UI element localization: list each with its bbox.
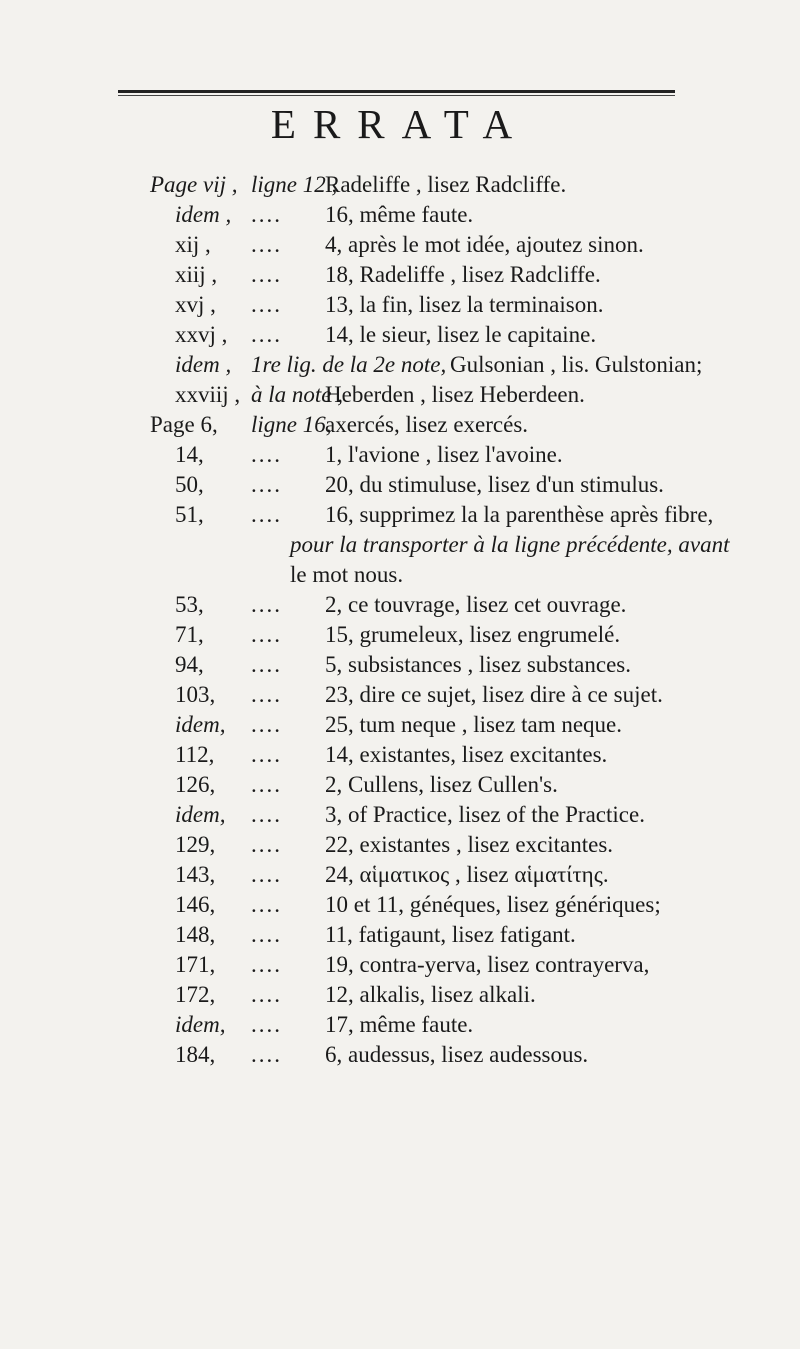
entry-b: ....: [251, 652, 282, 677]
entry-c: 2, Cullens, lisez Cullen's.: [325, 772, 558, 797]
entry-b: ....: [251, 772, 282, 797]
entry-b: ....: [251, 742, 282, 767]
entry-c: Radeliffe , lisez Radcliffe.: [325, 172, 567, 197]
entry-c: 25, tum neque , lisez tam neque.: [325, 712, 623, 737]
errata-entry: [0, 440, 800, 470]
entry-a: 184,: [175, 1042, 216, 1067]
entry-c: 3, of Practice, lisez of the Practice.: [325, 802, 645, 827]
errata-entry: [0, 380, 800, 410]
entry-b: ....: [251, 982, 282, 1007]
entry-a: idem,: [175, 802, 226, 827]
entry-b: ....: [251, 682, 282, 707]
entry-b: ....: [251, 712, 282, 737]
entry-a: xxvj ,: [175, 322, 228, 347]
entry-b: ....: [251, 832, 282, 857]
errata-entry: [0, 1040, 800, 1070]
errata-entry: [0, 860, 800, 890]
entry-c: pour la transporter à la ligne précédente, avant: [290, 532, 730, 557]
entry-a: idem,: [175, 1012, 226, 1037]
entry-a: 51,: [175, 502, 204, 527]
entry-c: 6, audessus, lisez audessous.: [325, 1042, 589, 1067]
entry-b: ....: [251, 862, 282, 887]
entry-c: le mot nous.: [290, 562, 404, 587]
entry-c: 23, dire ce sujet, lisez dire à ce sujet.: [325, 682, 663, 707]
entry-b: ....: [251, 202, 282, 227]
entry-a: 126,: [175, 772, 216, 797]
entry-a: Page 6,: [150, 412, 218, 437]
entry-a: xij ,: [175, 232, 211, 257]
entry-c: 18, Radeliffe , lisez Radcliffe.: [325, 262, 601, 287]
entry-b: ....: [251, 952, 282, 977]
entry-b: ligne 16,: [251, 412, 332, 437]
errata-entry: [0, 740, 800, 770]
entry-c: 16, supprimez la la parenthèse après fibre,: [325, 502, 714, 527]
errata-entry: [0, 770, 800, 800]
entry-c: 4, après le mot idée, ajoutez sinon.: [325, 232, 644, 257]
entry-a: idem ,: [175, 352, 232, 377]
errata-entry: [0, 470, 800, 500]
entry-a: xvj ,: [175, 292, 216, 317]
entry-b: ....: [251, 442, 282, 467]
entry-a: xiij ,: [175, 262, 218, 287]
entry-a: Page vij ,: [150, 172, 238, 197]
entry-b: ....: [251, 502, 282, 527]
entry-c: 13, la fin, lisez la terminaison.: [325, 292, 604, 317]
entry-a: 146,: [175, 892, 216, 917]
errata-entry: [0, 1010, 800, 1040]
errata-list: [0, 170, 800, 1070]
entry-c: 2, ce touvrage, lisez cet ouvrage.: [325, 592, 627, 617]
entry-b: ....: [251, 1012, 282, 1037]
entry-b: ....: [251, 1042, 282, 1067]
entry-a: 14,: [175, 442, 204, 467]
errata-entry: [0, 680, 800, 710]
errata-entry: [0, 650, 800, 680]
entry-a: 94,: [175, 652, 204, 677]
entry-a: 71,: [175, 622, 204, 647]
entry-c: axercés, lisez exercés.: [325, 412, 529, 437]
entry-b: ....: [251, 292, 282, 317]
errata-entry: [0, 920, 800, 950]
entry-c: 5, subsistances , lisez substances.: [325, 652, 631, 677]
entry-b: ....: [251, 892, 282, 917]
entry-c: 17, même faute.: [325, 1012, 474, 1037]
errata-entry: [0, 800, 800, 830]
errata-entry: [0, 710, 800, 740]
entry-b: ....: [251, 262, 282, 287]
entry-c: 22, existantes , lisez excitantes.: [325, 832, 614, 857]
entry-a: 53,: [175, 592, 204, 617]
errata-entry: [0, 620, 800, 650]
entry-c: 20, du stimuluse, lisez d'un stimulus.: [325, 472, 664, 497]
page-title: ERRATA: [270, 101, 530, 147]
entry-c: Heberden , lisez Heberdeen.: [325, 382, 585, 407]
entry-b: ....: [251, 922, 282, 947]
entry-a: 148,: [175, 922, 216, 947]
entry-c: 19, contra-yerva, lisez contrayerva,: [325, 952, 650, 977]
errata-entry: [0, 560, 800, 590]
errata-entry: [0, 290, 800, 320]
entry-c: 14, le sieur, lisez le capitaine.: [325, 322, 597, 347]
errata-entry: [0, 320, 800, 350]
errata-entry: [0, 170, 800, 200]
entry-c: 1, l'avione , lisez l'avoine.: [325, 442, 563, 467]
errata-entry: [0, 980, 800, 1010]
entry-c: 10 et 11, généques, lisez génériques;: [325, 892, 661, 917]
entry-a: 143,: [175, 862, 216, 887]
top-rule: [118, 90, 675, 96]
errata-entry: [0, 230, 800, 260]
entry-c: 15, grumeleux, lisez engrumelé.: [325, 622, 621, 647]
entry-b: ....: [251, 322, 282, 347]
errata-entry: [0, 410, 800, 440]
errata-entry: [0, 530, 800, 560]
entry-a: 171,: [175, 952, 216, 977]
errata-entry: [0, 500, 800, 530]
errata-entry: [0, 260, 800, 290]
entry-a: 50,: [175, 472, 204, 497]
entry-a: 172,: [175, 982, 216, 1007]
entry-b: ....: [251, 802, 282, 827]
errata-entry: [0, 830, 800, 860]
entry-a: xxviij ,: [175, 382, 241, 407]
entry-c: 24, αἱματικος , lisez αἱματίτης.: [325, 862, 609, 887]
entry-c: 12, alkalis, lisez alkali.: [325, 982, 536, 1007]
entry-c: 11, fatigaunt, lisez fatigant.: [325, 922, 576, 947]
entry-a: idem ,: [175, 202, 232, 227]
entry-b: ....: [251, 472, 282, 497]
entry-a: 112,: [175, 742, 215, 767]
entry-b: ....: [251, 622, 282, 647]
errata-entry: [0, 950, 800, 980]
entry-c: 16, même faute.: [325, 202, 474, 227]
entry-b: ....: [251, 592, 282, 617]
entry-b: 1re lig. de la 2e note,: [251, 352, 447, 377]
errata-entry: [0, 890, 800, 920]
entry-c: Gulsonian , lis. Gulstonian;: [450, 352, 703, 377]
entry-b: ligne 12 ,: [251, 172, 338, 197]
errata-entry: [0, 350, 800, 380]
entry-a: 103,: [175, 682, 216, 707]
entry-b: à la note ,: [251, 382, 343, 407]
errata-entry: [0, 200, 800, 230]
entry-b: ....: [251, 232, 282, 257]
entry-a: 129,: [175, 832, 216, 857]
entry-c: 14, existantes, lisez excitantes.: [325, 742, 608, 767]
errata-entry: [0, 590, 800, 620]
entry-a: idem,: [175, 712, 226, 737]
